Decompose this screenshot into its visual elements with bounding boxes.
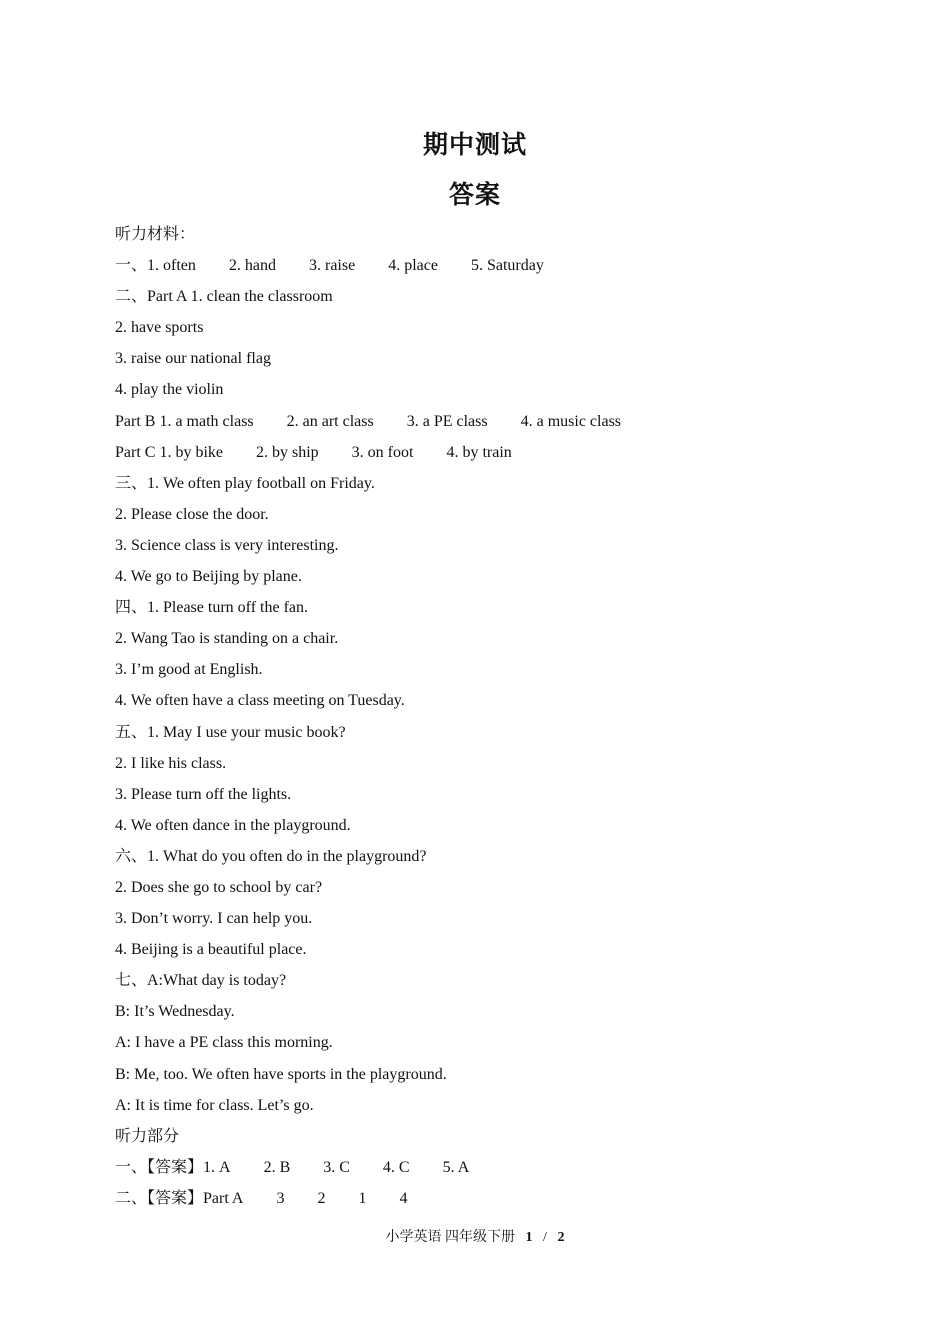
text-line bbox=[115, 312, 895, 343]
text-line bbox=[115, 561, 895, 592]
text-segment: 3. Don’t worry. I can help you. bbox=[115, 910, 313, 928]
text-segment: 4 bbox=[399, 1189, 408, 1207]
text-segment: 2. Does she go to school by car? bbox=[115, 878, 323, 896]
text-segment: 一、1. often bbox=[115, 257, 196, 275]
text-line bbox=[115, 1152, 895, 1183]
text-segment: 2 bbox=[317, 1189, 326, 1207]
text-line bbox=[115, 406, 895, 437]
text-line bbox=[115, 281, 895, 312]
text-segment: 五、1. May I use your music book? bbox=[115, 723, 346, 741]
text-segment: 2. hand bbox=[228, 257, 276, 275]
text-line bbox=[115, 903, 895, 934]
text-line bbox=[115, 872, 895, 903]
footer-page-current: 1 bbox=[525, 1230, 533, 1245]
footer-page-total: 2 bbox=[557, 1230, 565, 1245]
text-segment: 4. C bbox=[382, 1158, 410, 1176]
text-segment: 听力材料： bbox=[115, 226, 196, 243]
text-segment: 5. A bbox=[442, 1158, 470, 1176]
text-segment: 2. an art class bbox=[286, 412, 374, 430]
text-line bbox=[115, 965, 895, 996]
text-segment: 3. raise our national flag bbox=[115, 350, 271, 368]
text-line bbox=[115, 343, 895, 374]
text-line bbox=[115, 623, 895, 654]
text-segment: 4. play the violin bbox=[115, 381, 224, 399]
text-segment: B: Me, too. We often have sports in the playground. bbox=[115, 1065, 447, 1083]
text-segment: 1 bbox=[358, 1189, 367, 1207]
text-segment: 3. I’m good at English. bbox=[115, 661, 263, 679]
text-segment: A: It is time for class. Let’s go. bbox=[115, 1096, 314, 1114]
text-segment: 3. on foot bbox=[351, 443, 414, 461]
text-segment: 2. Wang Tao is standing on a chair. bbox=[115, 630, 339, 648]
text-line bbox=[115, 810, 895, 841]
text-segment: 4. Beijing is a beautiful place. bbox=[115, 941, 307, 959]
text-segment: 2. Please close the door. bbox=[115, 505, 269, 523]
text-line bbox=[115, 1059, 895, 1090]
text-segment: 六、1. What do you often do in the playground? bbox=[115, 847, 427, 865]
text-segment: 4. We often have a class meeting on Tuesday. bbox=[115, 692, 405, 710]
text-segment: 听力部分 bbox=[115, 1127, 180, 1145]
text-line bbox=[115, 437, 895, 468]
text-segment: 3. a PE class bbox=[406, 412, 488, 430]
text-segment: 4. place bbox=[388, 257, 438, 275]
text-segment: 3. C bbox=[323, 1158, 350, 1176]
text-line bbox=[115, 1121, 895, 1152]
text-line bbox=[115, 717, 895, 748]
text-line bbox=[115, 219, 895, 250]
text-line bbox=[115, 779, 895, 810]
text-segment: 七、A:What day is today? bbox=[115, 972, 287, 990]
text-line bbox=[115, 1027, 895, 1058]
text-line bbox=[115, 748, 895, 779]
text-segment: 二、Part A 1. clean the classroom bbox=[115, 288, 333, 306]
text-segment: 5. Saturday bbox=[470, 257, 544, 275]
text-segment: 4. We go to Beijing by plane. bbox=[115, 568, 302, 586]
text-line bbox=[115, 374, 895, 405]
text-segment: 4. We often dance in the playground. bbox=[115, 816, 351, 834]
text-segment: 2. have sports bbox=[115, 319, 204, 337]
page-footer bbox=[0, 1226, 950, 1246]
text-line bbox=[115, 654, 895, 685]
text-segment: 三、1. We often play football on Friday. bbox=[115, 474, 375, 492]
text-line bbox=[115, 996, 895, 1027]
text-segment: 一、【答案】1. A bbox=[115, 1158, 231, 1176]
text-line bbox=[115, 841, 895, 872]
text-line bbox=[115, 468, 895, 499]
text-segment: 3. Please turn off the lights. bbox=[115, 785, 292, 803]
text-line bbox=[115, 250, 895, 281]
text-segment: 四、1. Please turn off the fan. bbox=[115, 599, 308, 617]
text-line bbox=[115, 685, 895, 716]
text-segment: 2. by ship bbox=[256, 443, 319, 461]
text-line bbox=[115, 1183, 895, 1214]
footer-subject: 小学英语 四年级下册 bbox=[385, 1230, 516, 1245]
text-segment: 2. I like his class. bbox=[115, 754, 227, 772]
text-segment: Part B 1. a math class bbox=[115, 412, 254, 430]
page-title: 期中测试 bbox=[422, 130, 527, 159]
text-segment: A: I have a PE class this morning. bbox=[115, 1034, 333, 1052]
text-segment: 4. a music class bbox=[520, 412, 622, 430]
text-line bbox=[115, 499, 895, 530]
text-segment: B: It’s Wednesday. bbox=[115, 1003, 235, 1021]
text-segment: 二、【答案】Part A bbox=[115, 1189, 244, 1207]
text-segment: 3 bbox=[276, 1189, 285, 1207]
footer-page-separator: / bbox=[543, 1230, 547, 1245]
text-segment: 4. by train bbox=[446, 443, 512, 461]
answer-content bbox=[115, 219, 895, 1214]
text-segment: 2. B bbox=[263, 1158, 291, 1176]
text-line bbox=[115, 530, 895, 561]
text-line bbox=[115, 934, 895, 965]
page-subtitle: 答案 bbox=[448, 180, 501, 209]
text-line bbox=[115, 592, 895, 623]
text-line bbox=[115, 1090, 895, 1121]
text-segment: 3. Science class is very interesting. bbox=[115, 536, 339, 554]
text-segment: Part C 1. by bike bbox=[115, 443, 223, 461]
text-segment: 3. raise bbox=[309, 257, 356, 275]
